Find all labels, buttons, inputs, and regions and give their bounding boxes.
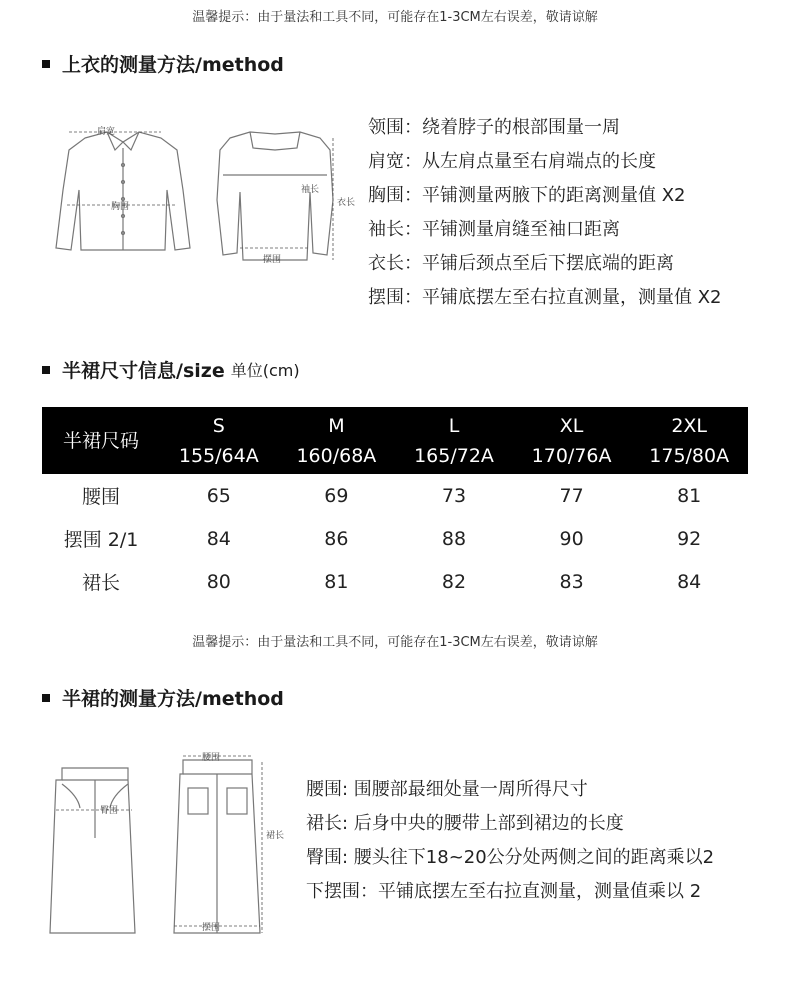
table-row	[42, 560, 748, 603]
table-cell: 77	[559, 484, 584, 507]
list-item: 下摆围：平铺底摆左至右拉直测量，测量值乘以 2	[306, 881, 702, 902]
label-hip: 臀围	[100, 806, 119, 816]
header-size-2xl	[630, 407, 748, 474]
list-item: 领围：绕着脖子的根部围量一周	[368, 117, 620, 138]
table-cell: 88	[441, 527, 467, 550]
table-cell: 83	[559, 570, 584, 593]
row-label: 摆围 2/1	[63, 529, 139, 551]
table-cell: 65	[206, 484, 231, 507]
label-length: 衣长	[337, 198, 355, 208]
size-name: 2XL	[671, 414, 708, 437]
notice-middle: 温馨提示：由于量法和工具不同，可能存在1-3CM左右误差，敬请谅解	[192, 635, 598, 650]
label-skirt-length: 裙长	[266, 831, 285, 841]
size-code: 160/68A	[296, 444, 377, 467]
list-item: 肩宽：从左肩点量至右肩端点的长度	[368, 151, 656, 172]
section-title-size	[42, 356, 300, 383]
list-item: 袖长：平铺测量肩缝至袖口距离	[368, 219, 620, 240]
table-cell: 69	[324, 484, 349, 507]
square-bullet-icon	[42, 694, 50, 702]
header-size-s	[160, 407, 278, 474]
row-label: 裙长	[81, 572, 120, 594]
square-bullet-icon	[42, 366, 50, 374]
list-item: 摆围：平铺底摆左至右拉直测量，测量值 X2	[368, 287, 722, 308]
table-cell: 90	[559, 527, 584, 550]
size-code: 155/64A	[178, 444, 259, 467]
unit-label: 单位(cm)	[230, 361, 300, 380]
size-name: S	[212, 414, 225, 437]
list-item: 臀围: 腰头往下18~20公分处两侧之间的距离乘以2	[306, 847, 715, 868]
header-size-xl	[513, 407, 631, 474]
label-chest: 胸围	[111, 202, 130, 212]
size-code: 170/76A	[531, 444, 612, 467]
table-cell: 81	[324, 570, 349, 593]
section-title-skirt-method	[42, 684, 284, 711]
size-name: XL	[559, 414, 584, 437]
shirt-measure-list	[368, 111, 722, 315]
section-title-text: 半裙的测量方法/method	[62, 688, 284, 710]
table-cell: 86	[324, 527, 349, 550]
table-cell: 73	[441, 484, 467, 507]
skirt-measure-list	[306, 773, 714, 909]
table-header-row	[42, 407, 748, 474]
row-label: 腰围	[81, 486, 120, 508]
section-title-text: 半裙尺寸信息/size	[62, 360, 225, 382]
size-code: 165/72A	[414, 444, 494, 467]
table-row	[42, 517, 748, 560]
label-sleeve: 袖长	[301, 185, 320, 195]
table-cell: 84	[677, 570, 702, 593]
table-cell: 92	[677, 527, 702, 550]
size-code: 175/80A	[649, 444, 730, 467]
size-name: L	[448, 414, 460, 437]
list-item: 裙长: 后身中央的腰带上部到裙边的长度	[306, 813, 624, 834]
table-cell: 81	[677, 484, 702, 507]
section-title-text: 上衣的测量方法/method	[62, 54, 284, 76]
section-title-top-method	[42, 50, 284, 77]
header-label: 半裙尺码	[42, 407, 160, 474]
list-item: 胸围：平铺测量两腋下的距离测量值 X2	[368, 185, 686, 206]
list-item: 腰围: 围腰部最细处量一周所得尺寸	[306, 779, 588, 800]
notice-top: 温馨提示：由于量法和工具不同，可能存在1-3CM左右误差，敬请谅解	[192, 10, 598, 25]
table-cell: 82	[441, 570, 467, 593]
list-item: 衣长：平铺后颈点至后下摆底端的距离	[368, 253, 674, 274]
shirt-measure-diagram	[25, 120, 355, 275]
label-hem: 摆围	[263, 255, 282, 265]
header-size-m	[278, 407, 396, 474]
label-waist: 腰围	[202, 753, 221, 763]
size-table	[42, 407, 748, 603]
skirt-measure-diagram	[40, 748, 290, 943]
table-cell: 84	[206, 527, 231, 550]
header-size-l	[395, 407, 513, 474]
square-bullet-icon	[42, 60, 50, 68]
table-cell: 80	[206, 570, 231, 593]
label-shoulder: 肩宽	[97, 127, 116, 137]
label-skirt-hem: 摆围	[202, 923, 221, 933]
size-name: M	[328, 414, 345, 437]
table-row	[42, 474, 748, 517]
